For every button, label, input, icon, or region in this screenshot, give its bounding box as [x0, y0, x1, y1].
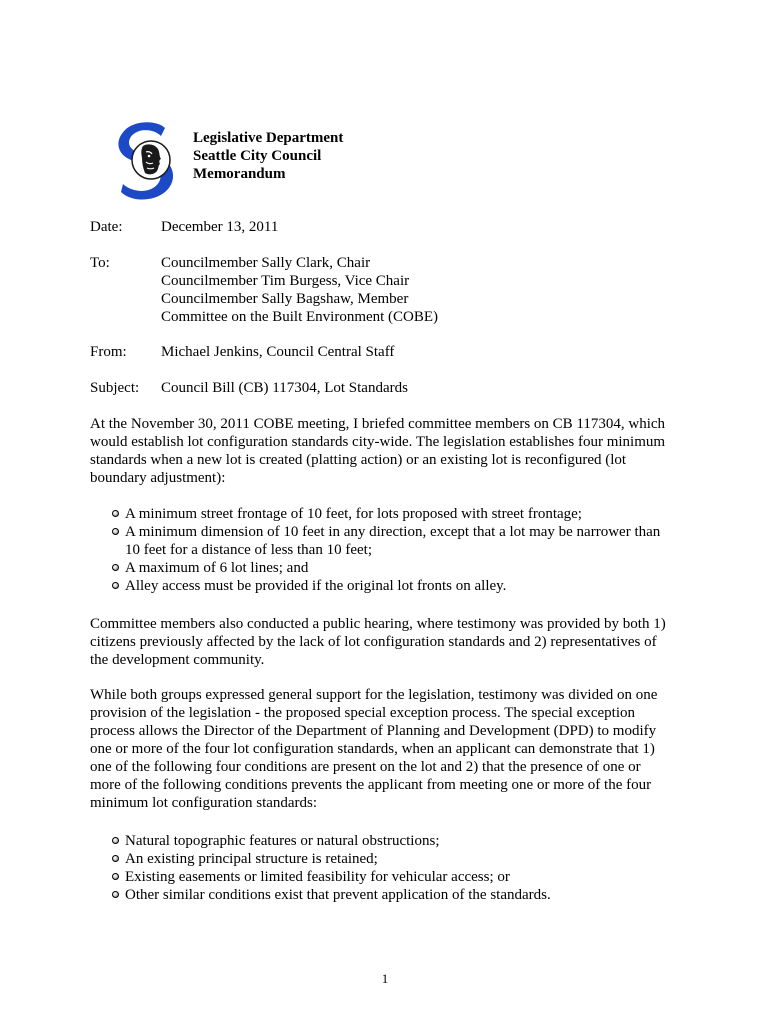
paragraph-line: At the November 30, 2011 COBE meeting, I briefed committee members on CB 117304, which: [90, 416, 666, 432]
seattle-city-seal-logo: [113, 118, 185, 202]
date-label: Date:: [90, 219, 123, 235]
paragraph-line: While both groups expressed general support for the legislation, testimony was divided on one: [90, 687, 658, 703]
paragraph-line: would establish lot configuration standards city-wide. The legislation establishes four minimum: [90, 434, 666, 450]
to-label: To:: [90, 255, 110, 271]
to-recipient: Councilmember Sally Bagshaw, Member: [161, 291, 409, 307]
paragraph-line: one or more of the four lot configuration standards, when an applicant can demonstrate that 1): [90, 741, 655, 757]
paragraph-line: more of the following conditions prevents the applicant from meeting one or more of the four: [90, 777, 652, 793]
bullet-icon: [112, 582, 119, 589]
paragraph-line: process allows the Director of the Department of Planning and Development (DPD) to modify: [90, 723, 657, 739]
bullet-icon: [112, 891, 119, 898]
lot-standards-list: [110, 505, 690, 595]
bullet-icon: [112, 873, 119, 880]
list-item-line: An existing principal structure is retained;: [125, 851, 378, 867]
list-item: [110, 523, 690, 559]
list-item-line: A maximum of 6 lot lines; and: [125, 560, 309, 576]
paragraph-line: the development community.: [90, 652, 265, 668]
to-recipients: [161, 254, 438, 326]
paragraph-line: boundary adjustment):: [90, 470, 226, 486]
exception-conditions-list: [110, 832, 690, 904]
bullet-icon: [112, 564, 119, 571]
paragraph-intro: [90, 415, 680, 487]
letterhead-department: Legislative Department: [193, 130, 344, 146]
list-item-line: Existing easements or limited feasibility for vehicular access; or: [125, 869, 510, 885]
list-item-line: A minimum street frontage of 10 feet, for lots proposed with street frontage;: [125, 506, 582, 522]
to-recipient: Committee on the Built Environment (COBE): [161, 309, 439, 325]
date-row: [90, 218, 690, 236]
letterhead-council: Seattle City Council: [193, 148, 322, 164]
paragraph-line: one of the following four conditions are present on the lot and 2) that the presence of one or: [90, 759, 641, 775]
list-item-line: Alley access must be provided if the original lot fronts on alley.: [125, 578, 507, 594]
paragraph-line: minimum lot configuration standards:: [90, 795, 318, 811]
from-value: Michael Jenkins, Council Central Staff: [161, 344, 395, 360]
list-item: [110, 886, 690, 904]
paragraph-line: citizens previously affected by the lack of lot configuration standards and 2) representatives of: [90, 634, 657, 650]
paragraph-hearing: [90, 615, 680, 669]
letterhead: [193, 129, 343, 183]
to-recipient: Councilmember Tim Burgess, Vice Chair: [161, 273, 410, 289]
paragraph-line: standards when a new lot is created (platting action) or an existing lot is reconfigured (lot: [90, 452, 627, 468]
bullet-icon: [112, 837, 119, 844]
subject-label: Subject:: [90, 380, 140, 396]
paragraph-exception: [90, 686, 680, 812]
list-item: [110, 559, 690, 577]
list-item-line: Other similar conditions exist that prevent application of the standards.: [125, 887, 551, 903]
bullet-icon: [112, 855, 119, 862]
subject-row: [90, 379, 690, 397]
list-item-line: A minimum dimension of 10 feet in any direction, except that a lot may be narrower than: [125, 524, 661, 540]
list-item: [110, 832, 690, 850]
to-row: [90, 254, 690, 326]
paragraph-line: provision of the legislation - the proposed special exception process. The special exception: [90, 705, 635, 721]
list-item: [110, 505, 690, 523]
page-number: 1: [381, 971, 389, 986]
list-item: [110, 577, 690, 595]
from-row: [90, 343, 690, 361]
from-label: From:: [90, 344, 127, 360]
bullet-icon: [112, 528, 119, 535]
list-item: [110, 868, 690, 886]
list-item-line: Natural topographic features or natural obstructions;: [125, 833, 440, 849]
to-recipient: Councilmember Sally Clark, Chair: [161, 255, 371, 271]
bullet-icon: [112, 510, 119, 517]
paragraph-line: Committee members also conducted a public hearing, where testimony was provided by both 1): [90, 616, 666, 632]
letterhead-doc-type: Memorandum: [193, 166, 286, 182]
list-item: [110, 850, 690, 868]
list-item-line: 10 feet for a distance of less than 10 feet;: [125, 542, 372, 558]
date-value: December 13, 2011: [161, 219, 279, 235]
subject-value: Council Bill (CB) 117304, Lot Standards: [161, 380, 408, 396]
